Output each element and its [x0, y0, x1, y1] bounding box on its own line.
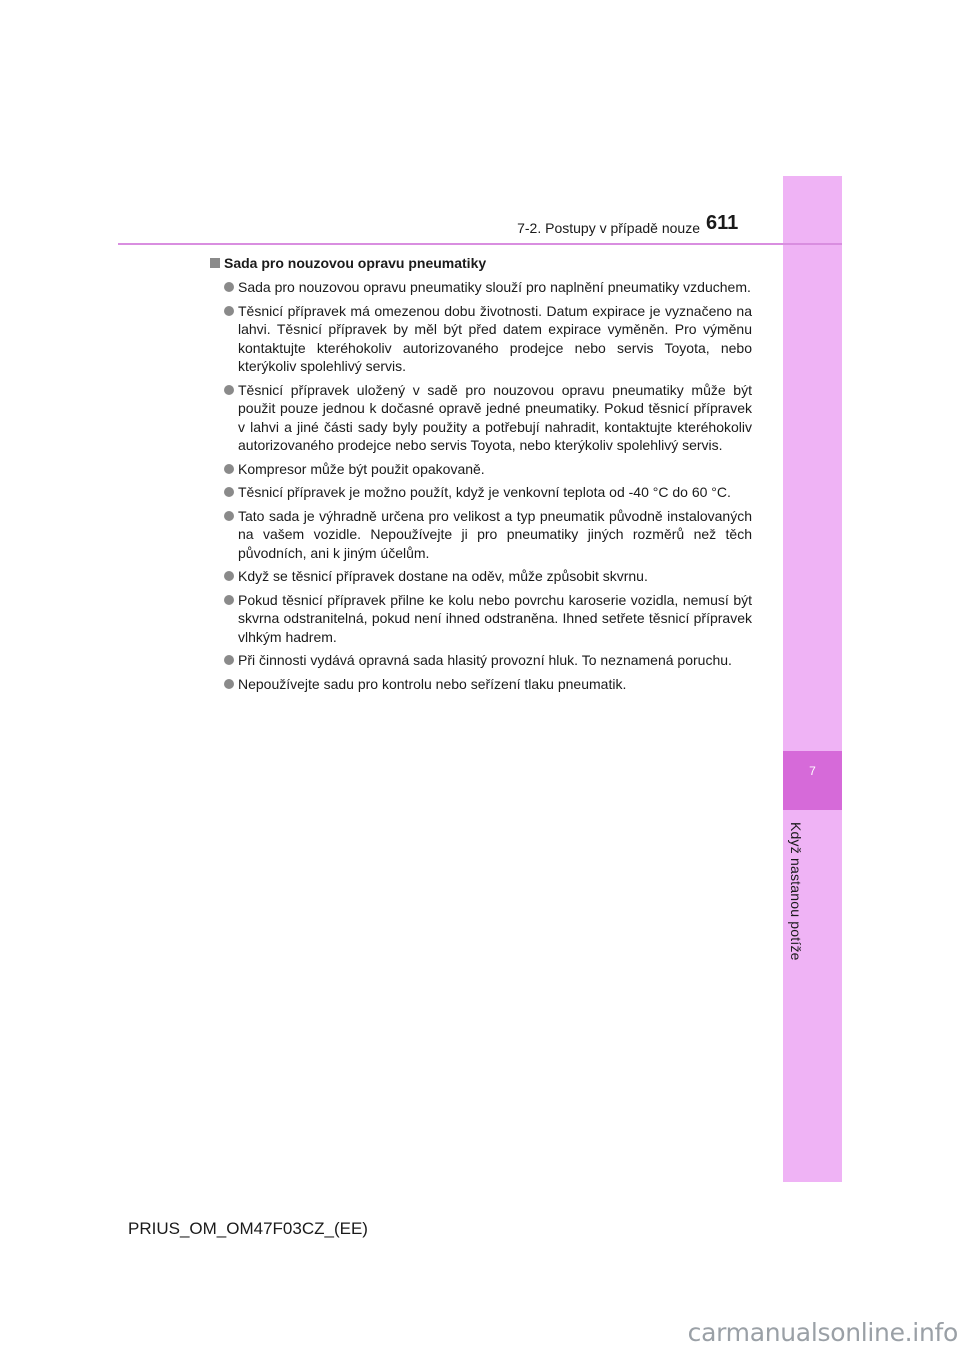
round-bullet-icon — [224, 464, 234, 474]
list-item-text: Tato sada je výhradně určena pro velikost a typ pneumatik původně instalovaných na vašem vozidle. Nepoužívejte ji pro pneumatiky jiných rozměrů než těch původních, ani k jiným účelům. — [238, 507, 752, 561]
list-item — [210, 567, 752, 586]
list-item — [210, 302, 752, 376]
list-item — [210, 460, 752, 479]
running-header-section: 7-2. Postupy v případě nouze — [517, 220, 700, 236]
round-bullet-icon — [224, 511, 234, 521]
list-item-text: Kompresor může být použit opakovaně. — [238, 460, 485, 477]
list-item-text: Pokud těsnicí přípravek přilne ke kolu nebo povrchu karoserie vozidla, nemusí být skvrna odstranitelná, pokud není ihned odstraněna. Ihned setřete těsnicí přípravek vlhkým hadrem. — [238, 591, 752, 645]
list-item — [210, 278, 752, 297]
round-bullet-icon — [224, 679, 234, 689]
list-item — [210, 591, 752, 647]
list-item-text: Při činnosti vydává opravná sada hlasitý provozní hluk. To neznamená poruchu. — [238, 652, 732, 668]
round-bullet-icon — [224, 595, 234, 605]
round-bullet-icon — [224, 655, 234, 665]
round-bullet-icon — [224, 306, 234, 316]
list-item-text: Těsnicí přípravek je možno použít, když je venkovní teplota od -40 °C do 60 °C. — [238, 484, 731, 500]
bullet-list — [210, 278, 752, 693]
list-item-text: Těsnicí přípravek uložený v sadě pro nouzovou opravu pneumatiky může být použit pouze jednou k dočasné opravě jedné pneumatiky. Pokud těsnicí přípravek v lahvi a jiné části sady byly použity a potřebují nahradit, kontaktujte kteréhokoliv autorizovaného prodejce nebo servis Toyota, nebo kterýkoliv spolehlivý servis. — [238, 381, 752, 453]
round-bullet-icon — [224, 385, 234, 395]
site-watermark[interactable]: carmanualsonline.info — [687, 1318, 958, 1347]
round-bullet-icon — [224, 571, 234, 581]
chapter-tab-strip — [783, 176, 842, 1182]
list-item — [210, 507, 752, 563]
chapter-number: 7 — [809, 764, 816, 778]
page-number: 611 — [706, 212, 739, 234]
list-item-text: Nepoužívejte sadu pro kontrolu nebo seřízení tlaku pneumatik. — [238, 675, 627, 692]
list-item — [210, 675, 752, 694]
section-heading-text: Sada pro nouzovou opravu pneumatiky — [224, 255, 487, 271]
round-bullet-icon — [224, 282, 234, 292]
round-bullet-icon — [224, 487, 234, 497]
list-item — [210, 651, 752, 670]
chapter-number-box — [783, 751, 842, 810]
list-item-text: Sada pro nouzovou opravu pneumatiky slouží pro naplnění pneumatiky vzduchem. — [238, 279, 751, 295]
section-heading — [210, 254, 752, 272]
page-content — [210, 254, 752, 698]
chapter-title: Když nastanou potíže — [788, 822, 804, 961]
list-item-text: Když se těsnicí přípravek dostane na oděv, může způsobit skvrnu. — [238, 568, 648, 584]
list-item — [210, 483, 752, 502]
list-item — [210, 381, 752, 455]
square-bullet-icon — [210, 258, 220, 268]
header-divider — [118, 243, 842, 245]
document-code: PRIUS_OM_OM47F03CZ_(EE) — [128, 1219, 368, 1238]
list-item-text: Těsnicí přípravek má omezenou dobu životnosti. Datum expirace je vyznačeno na lahvi. Těsnicí přípravek by měl být před datem expirace vyměněn. Pro výměnu kontaktujte kteréhokoliv autorizovaného prodejce nebo servis Toyota, nebo kterýkoliv spolehlivý servis. — [238, 302, 752, 374]
